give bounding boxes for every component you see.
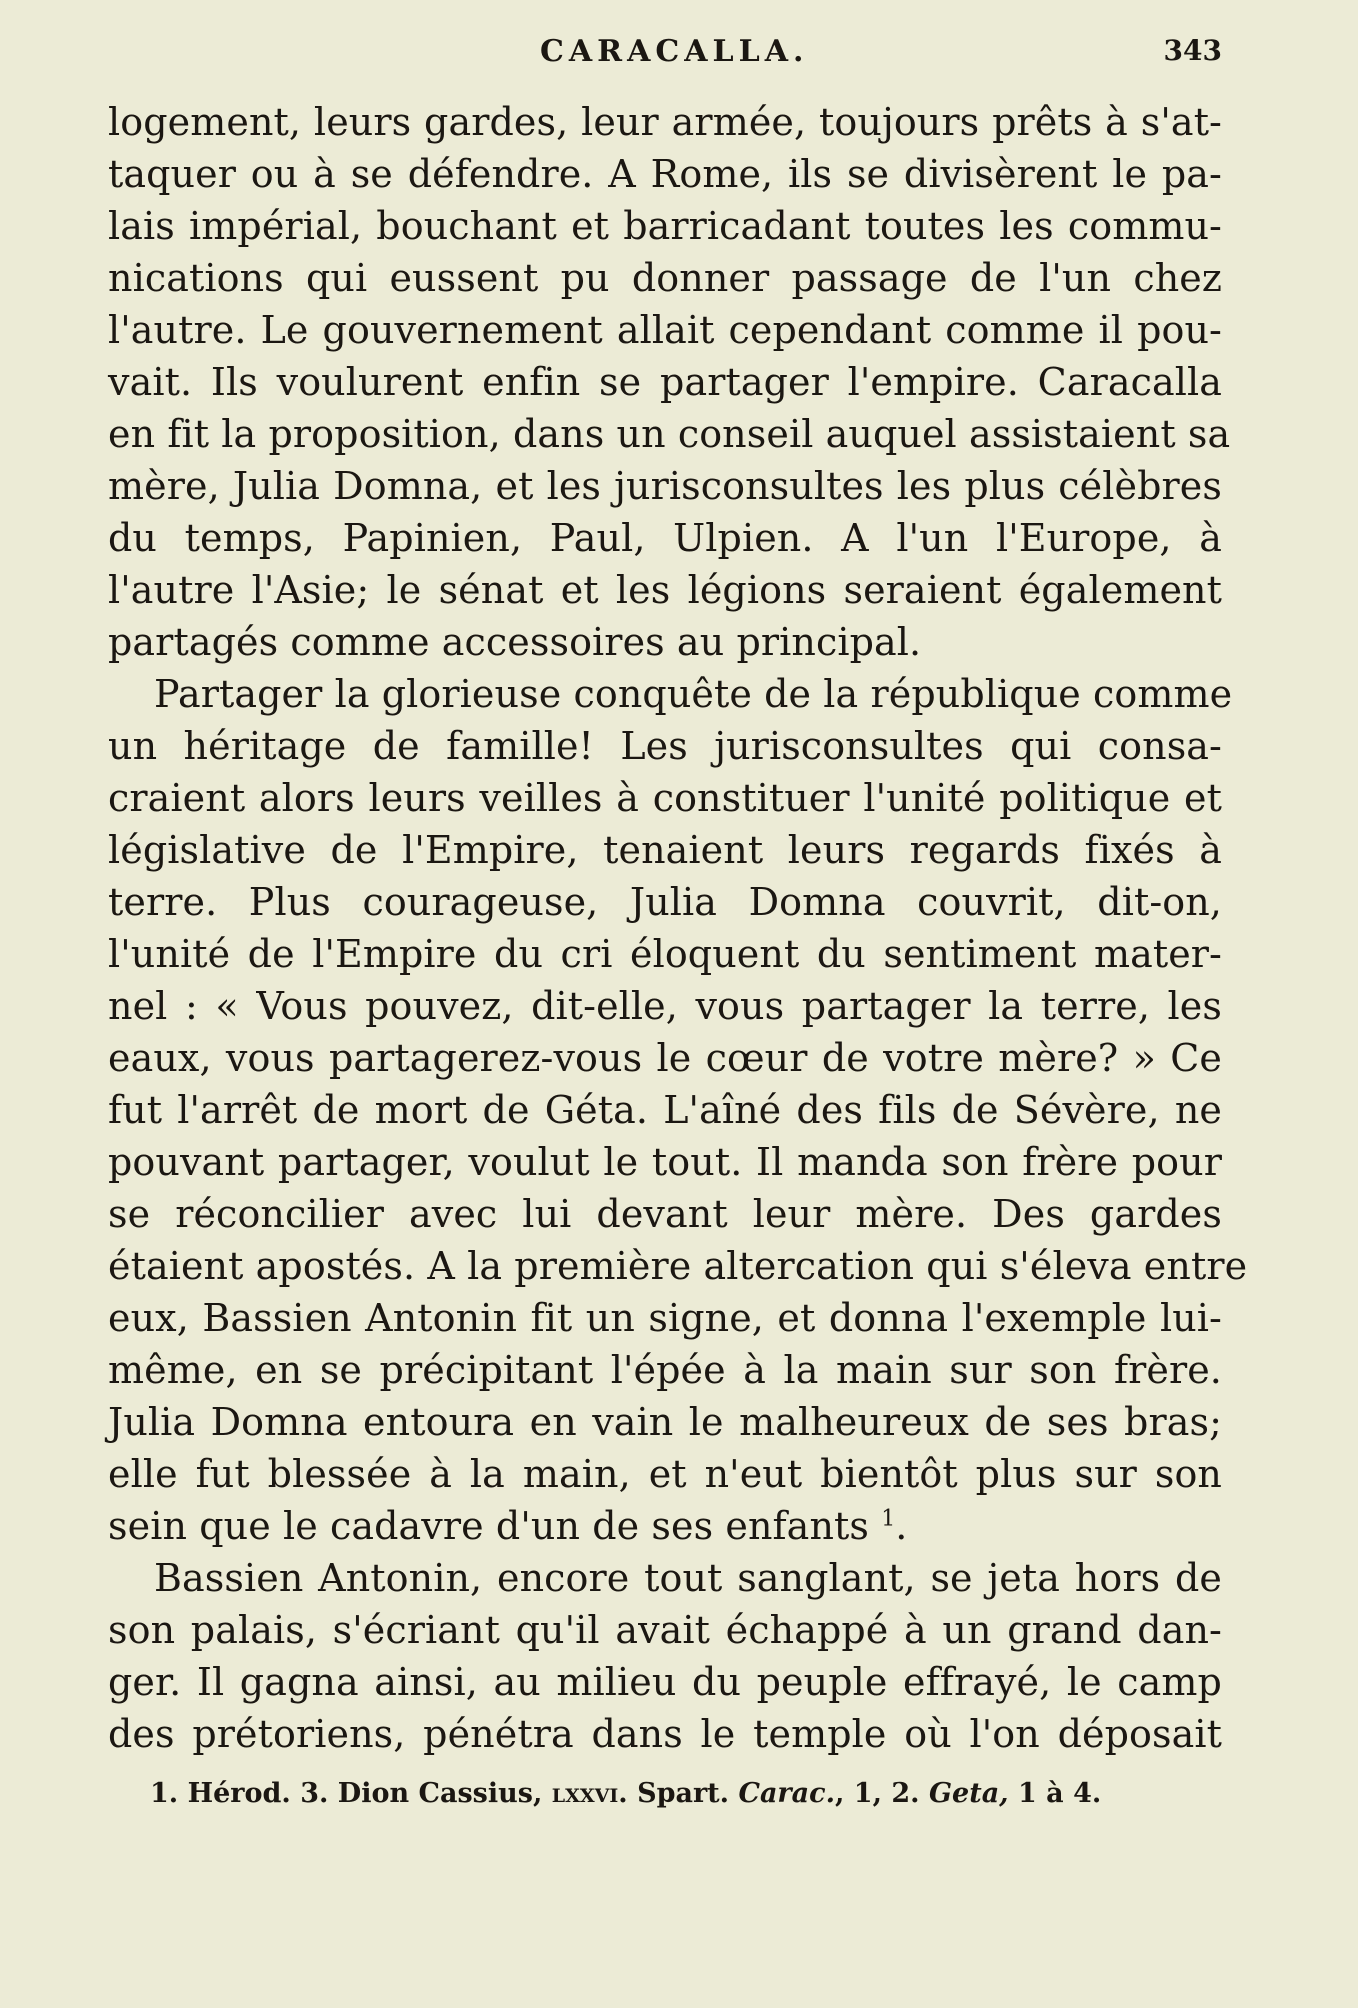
text-line: en fit la proposition, dans un conseil auquel assistaient sa (108, 412, 1231, 456)
text-line: Bassien Antonin, encore tout sanglant, se jeta hors de (154, 1556, 1222, 1600)
text-line: vait. Ils voulurent enfin se partager l'empire. Caracalla (108, 360, 1222, 404)
text-line: eaux, vous partagerez-vous le cœur de votre mère? » Ce (108, 1036, 1222, 1080)
text-line: législative de l'Empire, tenaient leurs regards fixés à (108, 828, 1222, 872)
text-line: l'unité de l'Empire du cri éloquent du sentiment mater- (108, 932, 1222, 976)
footnote-work-title: Geta, (928, 1778, 1009, 1809)
text-line: ger. Il gagna ainsi, au milieu du peuple effrayé, le camp (108, 1660, 1222, 1704)
text-line-with-note (108, 1500, 1222, 1552)
text-line: craient alors leurs veilles à constituer l'unité politique et (108, 776, 1222, 820)
text-line: l'autre. Le gouvernement allait cependant comme il pou- (108, 308, 1222, 352)
running-title: CARACALLA. (540, 34, 809, 69)
footnote-text: . Spart. (618, 1778, 730, 1809)
text-line: se réconcilier avec lui devant leur mère. Des gardes (108, 1192, 1222, 1236)
body-text (108, 96, 1248, 1760)
text-line: mère, Julia Domna, et les jurisconsultes les plus célèbres (108, 464, 1222, 508)
text-line: nications qui eussent pu donner passage de l'un chez (108, 256, 1222, 300)
footnote-text: , 1, 2. (835, 1778, 920, 1809)
text-line: taquer ou à se défendre. A Rome, ils se divisèrent le pa- (108, 152, 1222, 196)
text-line: nel : « Vous pouvez, dit-elle, vous partager la terre, les (108, 984, 1222, 1028)
text-line: fut l'arrêt de mort de Géta. L'aîné des fils de Sévère, ne (108, 1088, 1222, 1132)
text-line: partagés comme accessoires au principal. (108, 620, 922, 664)
text-line: son palais, s'écriant qu'il avait échappé à un grand dan- (108, 1608, 1222, 1652)
footnote-number: 1. (150, 1778, 179, 1809)
footnote-text: 1 à 4. (1018, 1778, 1102, 1809)
text-line: pouvant partager, voulut le tout. Il manda son frère pour (108, 1140, 1222, 1184)
text-line: logement, leurs gardes, leur armée, toujours prêts à s'at- (108, 100, 1222, 144)
text-line-content: sein que le cadavre d'un de ses enfants (108, 1504, 869, 1548)
text-line: lais impérial, bouchant et barricadant toutes les commu- (108, 204, 1222, 248)
text-line: des prétoriens, pénétra dans le temple où l'on déposait (108, 1712, 1222, 1756)
sentence-end: . (895, 1504, 908, 1548)
footnote-reference: 1 (881, 1506, 896, 1532)
text-line: même, en se précipitant l'épée à la main sur son frère. (108, 1348, 1222, 1392)
text-line: du temps, Papinien, Paul, Ulpien. A l'un l'Europe, à (108, 516, 1222, 560)
footnote (150, 1778, 1250, 1809)
text-line: elle fut blessée à la main, et n'eut bientôt plus sur son (108, 1452, 1222, 1496)
text-line: terre. Plus courageuse, Julia Domna couvrit, dit-on, (108, 880, 1222, 924)
text-line: eux, Bassien Antonin fit un signe, et donna l'exemple lui- (108, 1296, 1222, 1340)
footnote-work-title: Carac. (738, 1778, 835, 1809)
text-line: étaient apostés. A la première altercation qui s'éleva entre (108, 1244, 1248, 1288)
page-number: 343 (1163, 34, 1222, 67)
text-line: Julia Domna entoura en vain le malheureux de ses bras; (108, 1400, 1222, 1444)
running-head (0, 30, 1358, 74)
text-line: un héritage de famille! Les jurisconsultes qui consa- (108, 724, 1222, 768)
text-line: l'autre l'Asie; le sénat et les légions seraient également (108, 568, 1222, 612)
footnote-text: Hérod. 3. Dion Cassius, (187, 1778, 543, 1809)
footnote-book: lxxvi (551, 1778, 619, 1809)
text-line: Partager la glorieuse conquête de la république comme (154, 672, 1233, 716)
